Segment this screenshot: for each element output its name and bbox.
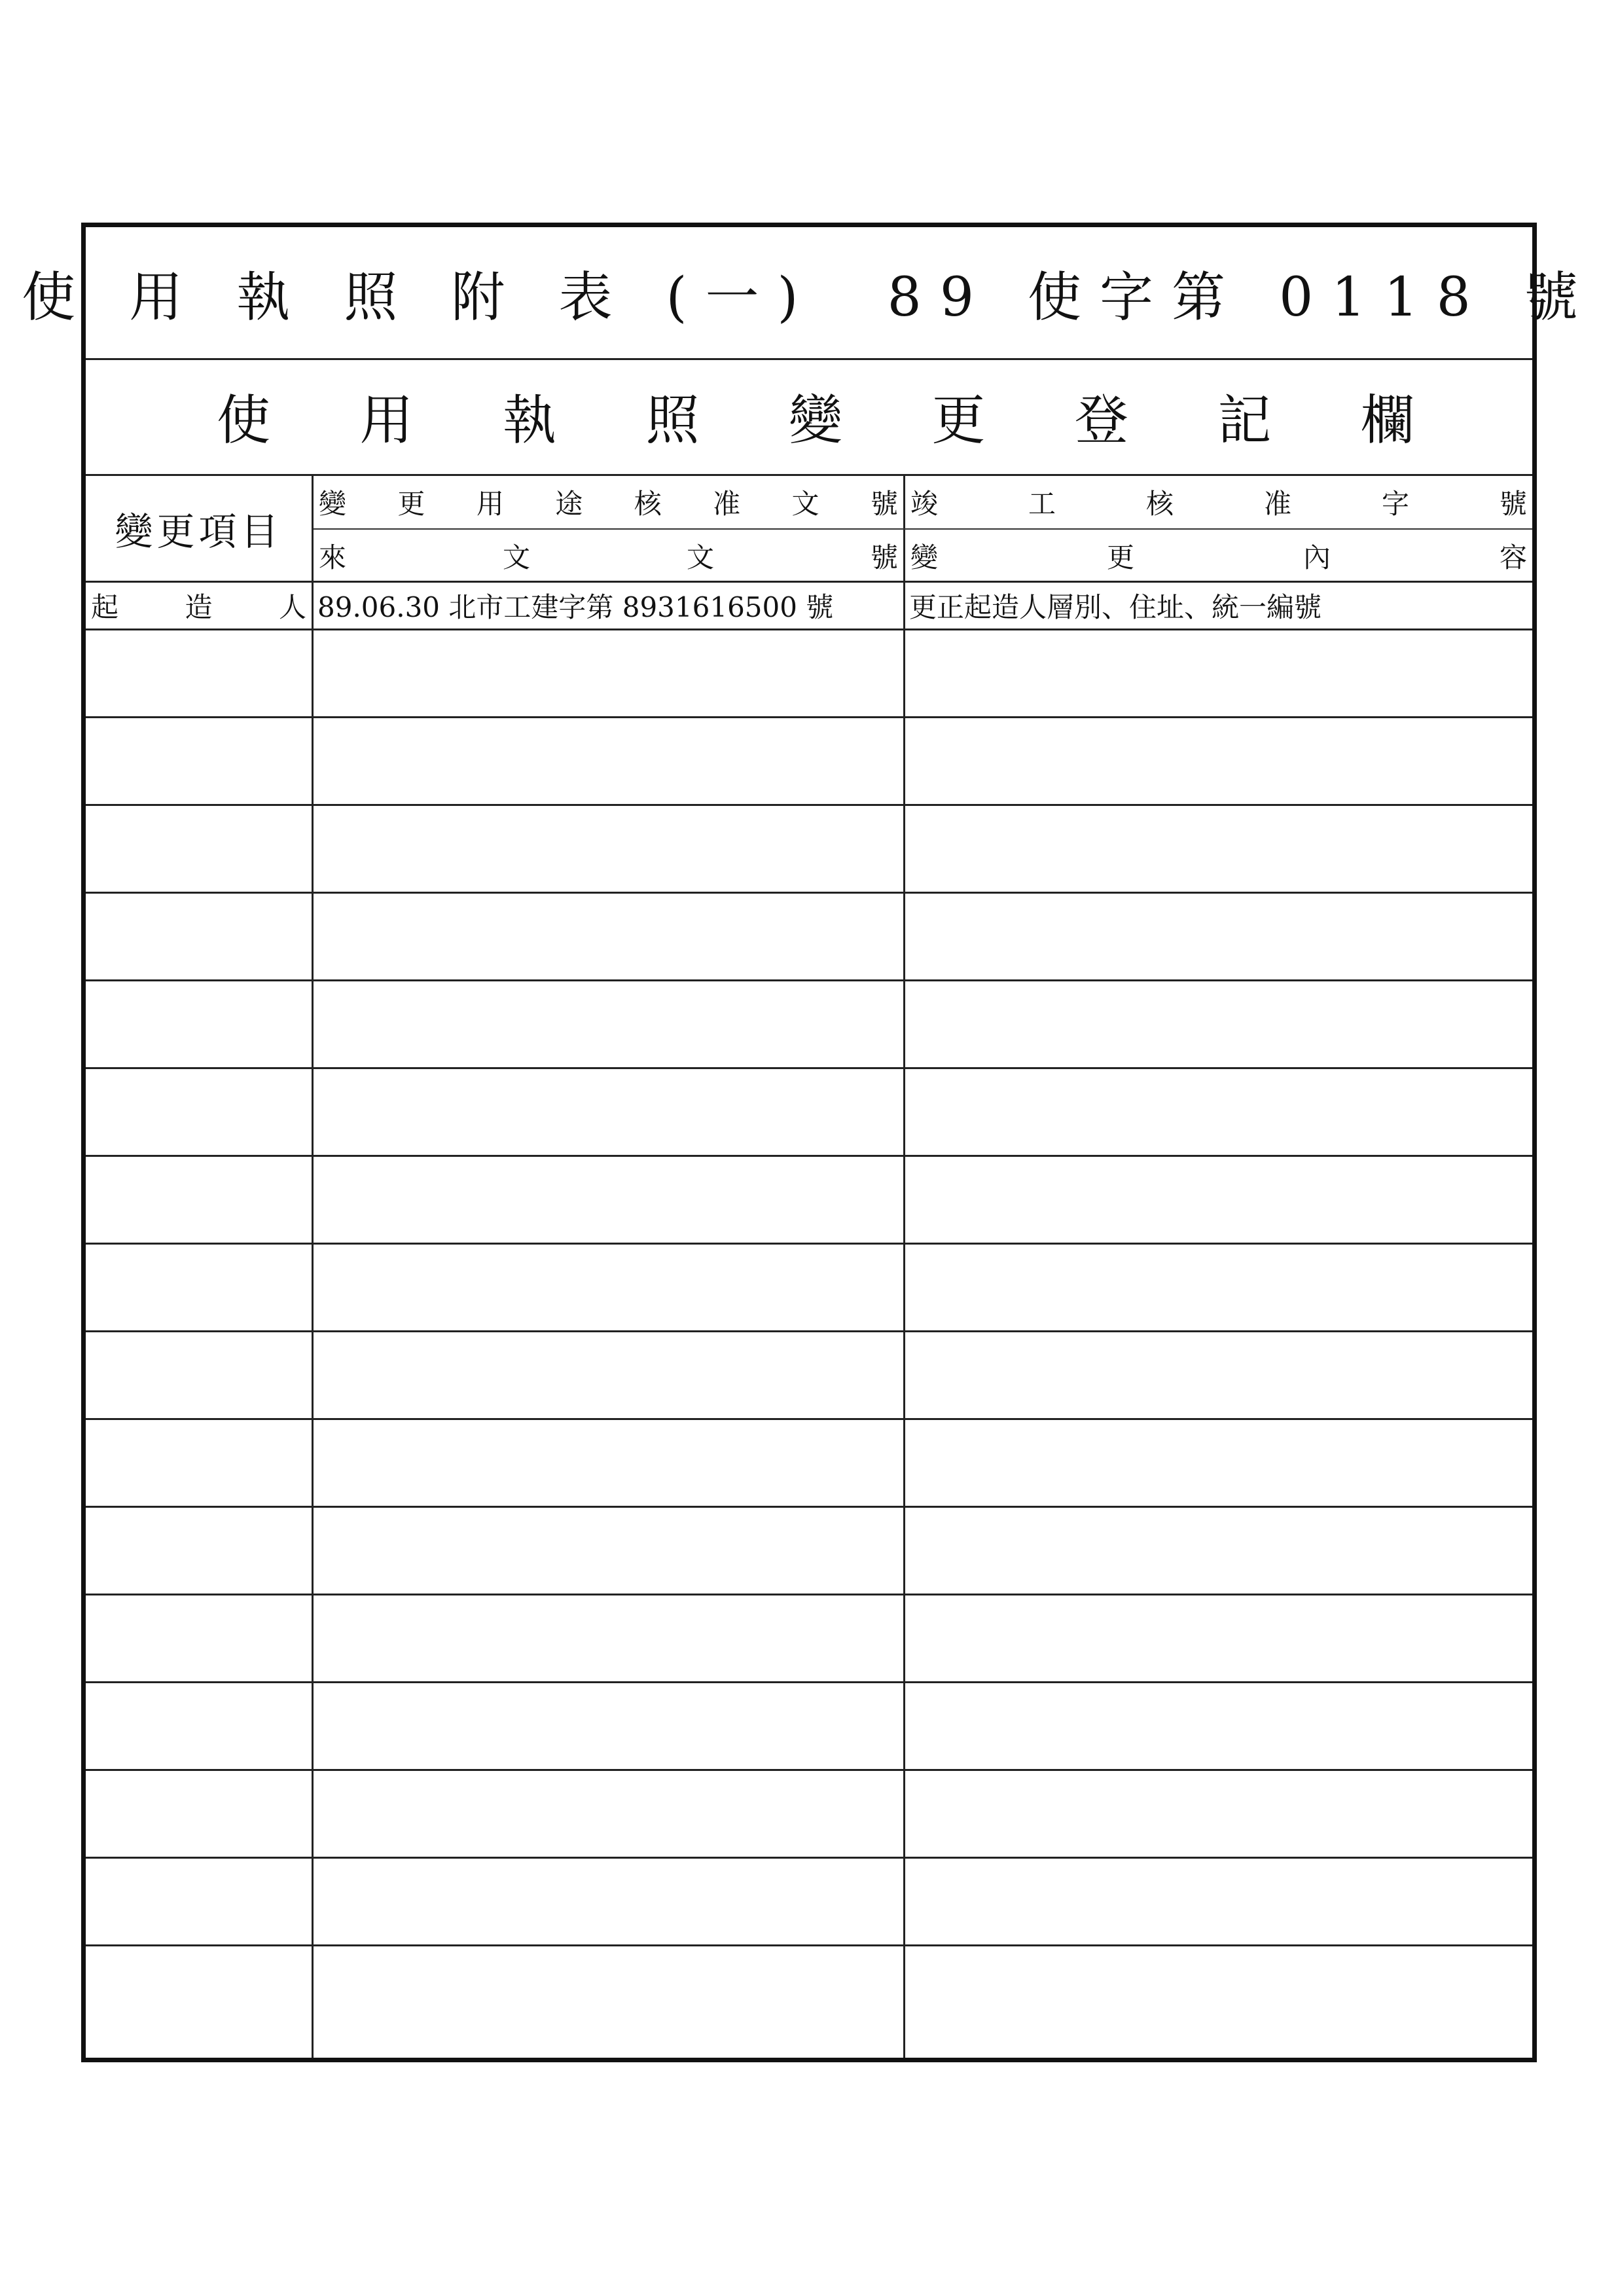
subtitle-char: 用 [359, 390, 414, 452]
empty-row-line [86, 892, 1532, 894]
column-divider [903, 476, 905, 2058]
header-char: 號 [870, 488, 898, 520]
subtitle-char: 照 [645, 390, 700, 452]
row-item-char: 起 [91, 591, 119, 623]
empty-row-line [86, 716, 1532, 718]
header-char: 准 [713, 488, 741, 520]
header-char: 核 [1145, 488, 1174, 520]
row-change-content: 更正起造人層別、住址、統一編號 [909, 591, 1322, 623]
header-char: 內 [1303, 541, 1331, 574]
header-split-line [314, 528, 1532, 530]
empty-row-line [86, 1944, 1532, 1946]
form-title: 使 用 執 照 附 表 (一) 89 使字第 0118 號 [22, 266, 1596, 329]
header-char: 變 [319, 488, 347, 520]
header-char: 容 [1499, 541, 1527, 574]
row-doc-no: 89.06.30 北市工建字第 8931616500 號 [317, 591, 834, 623]
row-item-char: 造 [185, 591, 213, 623]
empty-row-line [86, 979, 1532, 981]
subtitle-char: 使 [217, 390, 271, 452]
header-char: 途 [555, 488, 583, 520]
header-char: 竣 [910, 488, 939, 520]
form-title-row [22, 227, 1596, 360]
empty-row-line [86, 1769, 1532, 1771]
subtitle-char: 執 [502, 390, 556, 452]
subtitle-char: 記 [1217, 390, 1272, 452]
header-char: 更 [397, 488, 425, 520]
header-char: 核 [634, 488, 662, 520]
header-char: 號 [1499, 488, 1527, 520]
subtitle-char: 登 [1074, 390, 1128, 452]
empty-row-line [86, 1330, 1532, 1332]
header-change-item: 變更項目 [115, 509, 283, 554]
header-char: 文 [686, 541, 714, 574]
header-char: 變 [910, 541, 939, 574]
header-char: 用 [476, 488, 504, 520]
header-char: 工 [1028, 488, 1056, 520]
subtitle-char: 更 [931, 390, 986, 452]
row-item-applicant [86, 583, 312, 629]
header-char: 准 [1263, 488, 1291, 520]
empty-row-line [86, 1506, 1532, 1508]
row-item-char: 人 [278, 591, 306, 623]
empty-row-line [86, 804, 1532, 806]
empty-row-line [86, 1594, 1532, 1595]
subtitle-char: 變 [788, 390, 842, 452]
empty-row-line [86, 1681, 1532, 1683]
header-char: 字 [1381, 488, 1409, 520]
header-completion-no [905, 476, 1532, 528]
subtitle-char: 欄 [1360, 390, 1414, 452]
registration-table [86, 476, 1532, 2058]
header-char: 文 [791, 488, 819, 520]
header-char: 文 [502, 541, 530, 574]
empty-row-line [86, 1418, 1532, 1420]
empty-row-line [86, 1155, 1532, 1157]
empty-row-line [86, 1067, 1532, 1069]
header-change-content [905, 530, 1532, 581]
column-divider [312, 476, 314, 2058]
usage-permit-form [22, 223, 1596, 2062]
header-incoming-doc-no [314, 530, 903, 581]
row-line [86, 629, 1532, 630]
empty-row-line [86, 1243, 1532, 1245]
header-char: 號 [870, 541, 898, 574]
header-char: 更 [1106, 541, 1134, 574]
form-subtitle-row [86, 358, 1532, 476]
header-char: 來 [319, 541, 347, 574]
header-approval-doc-no [314, 476, 903, 528]
empty-row-line [86, 1857, 1532, 1859]
